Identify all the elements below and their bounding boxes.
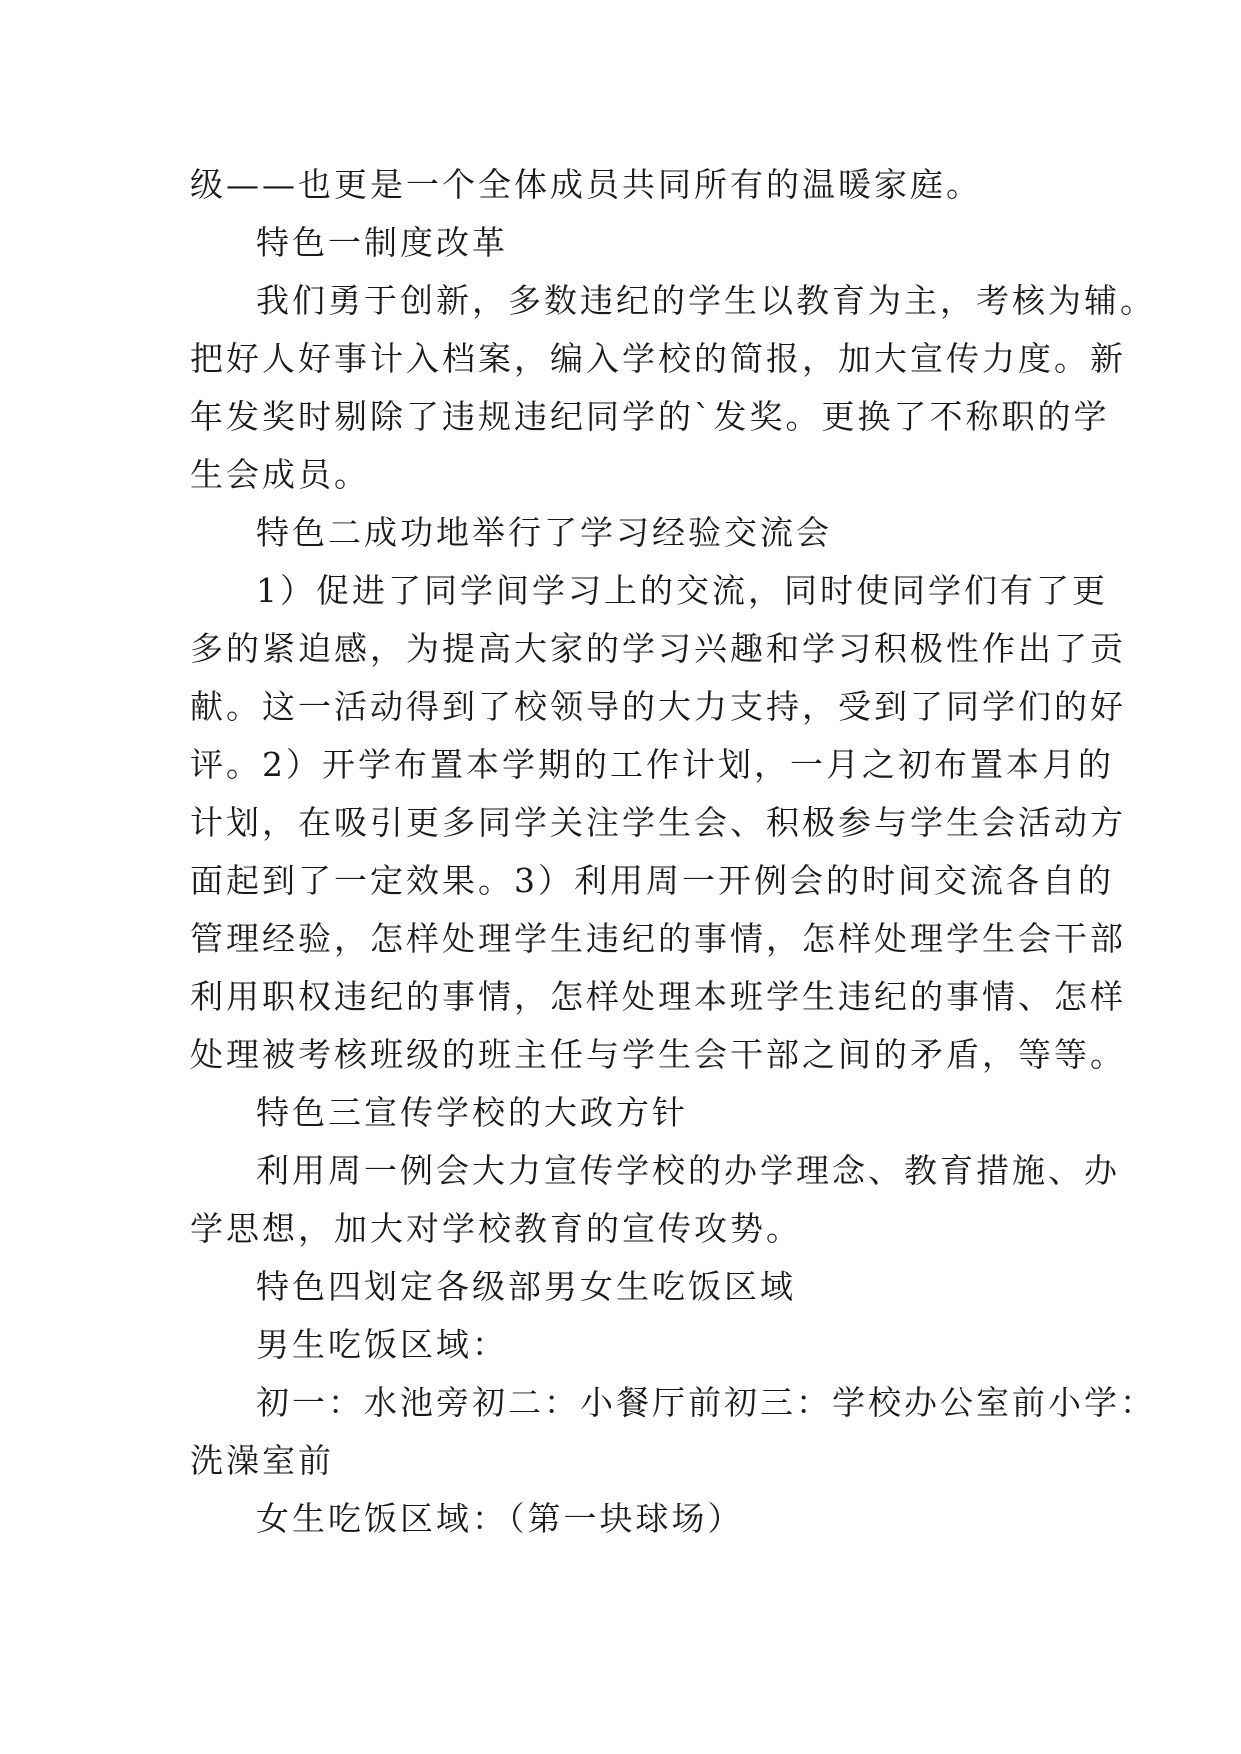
text-line: 多的紧迫感，为提高大家的学习兴趣和学习积极性作出了贡 (190, 629, 1126, 668)
text-line: 计划，在吸引更多同学关注学生会、积极参与学生会活动方 (190, 803, 1126, 842)
document-body (190, 156, 1156, 1548)
text-line: 生会成员。 (190, 455, 370, 494)
text-line: 献。这一活动得到了校领导的大力支持，受到了同学们的好 (190, 687, 1126, 726)
text-line: 洗澡室前 (190, 1441, 334, 1480)
text-line: 1）促进了同学间学习上的交流，同时使同学们有了更 (256, 571, 1108, 610)
text-line: 管理经验，怎样处理学生违纪的事情，怎样处理学生会干部 (190, 919, 1126, 958)
text-line: 初一：水池旁初二：小餐厅前初三：学校办公室前小学： (256, 1383, 1156, 1422)
section-heading: 特色三宣传学校的大政方针 (256, 1093, 688, 1132)
section-heading: 特色二成功地举行了学习经验交流会 (256, 513, 832, 552)
text-line: 处理被考核班级的班主任与学生会干部之间的矛盾，等等。 (190, 1035, 1126, 1074)
text-line: 女生吃饭区域：（第一块球场） (256, 1499, 744, 1538)
section-heading: 特色四划定各级部男女生吃饭区域 (256, 1267, 796, 1306)
text-line: 利用周一例会大力宣传学校的办学理念、教育措施、办 (256, 1151, 1120, 1190)
text-line: 年发奖时剔除了违规违纪同学的`发奖。更换了不称职的学 (190, 397, 1110, 436)
text-line: 级——也更是一个全体成员共同所有的温暖家庭。 (190, 165, 982, 204)
text-line: 把好人好事计入档案，编入学校的简报，加大宣传力度。新 (190, 339, 1126, 378)
section-heading: 特色一制度改革 (256, 223, 508, 262)
text-line: 评。2）开学布置本学期的工作计划，一月之初布置本月的 (190, 745, 1114, 784)
text-line: 男生吃饭区域： (256, 1325, 508, 1364)
text-line: 我们勇于创新，多数违纪的学生以教育为主，考核为辅。 (256, 281, 1156, 320)
text-line: 学思想，加大对学校教育的宣传攻势。 (190, 1209, 802, 1248)
text-line: 面起到了一定效果。3）利用周一开例会的时间交流各自的 (190, 861, 1114, 900)
text-line: 利用职权违纪的事情，怎样处理本班学生违纪的事情、怎样 (190, 977, 1126, 1016)
